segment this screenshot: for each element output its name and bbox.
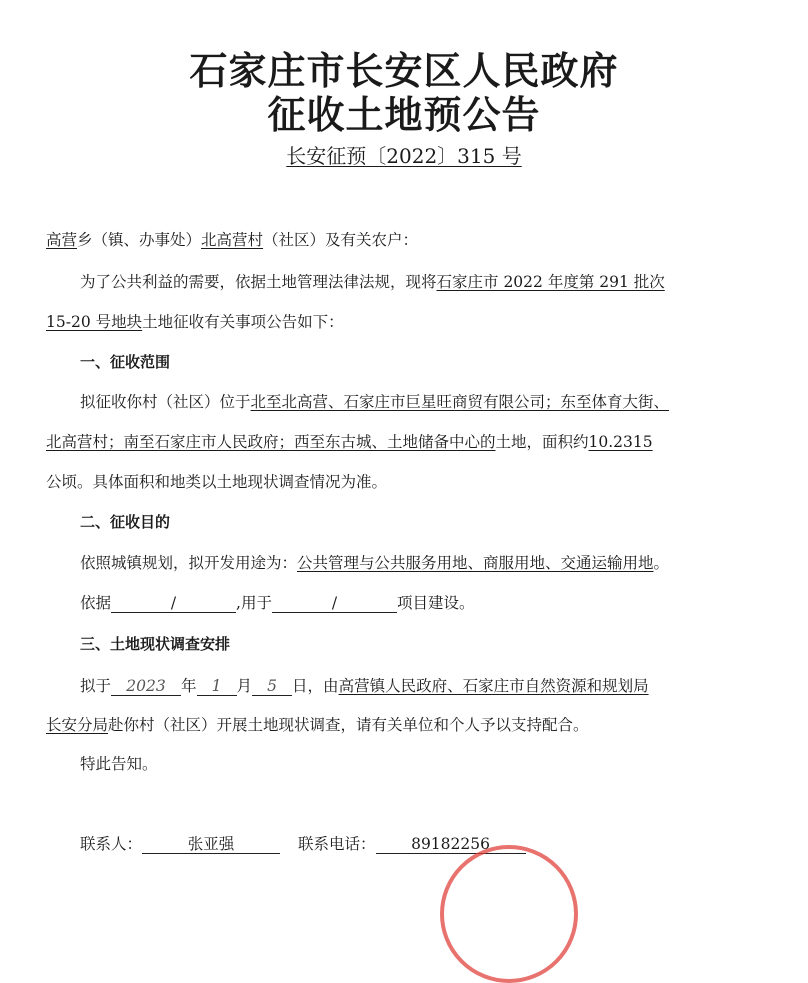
contact-phone-label: 联系电话： [298, 835, 376, 853]
survey-day: 5 [252, 676, 292, 696]
project-blank: / [272, 593, 397, 613]
addressee-middle: 乡（镇、办事处） [77, 231, 202, 249]
project-label: 项目建设。 [396, 594, 475, 612]
section-1-line-1 [80, 392, 720, 412]
survey-text: 赴你村（社区）开展土地现状调查，请有关单位和个人予以支持配合。 [108, 716, 589, 734]
official-seal [440, 845, 578, 983]
basis-label: 依据 [80, 594, 112, 612]
section-2-heading: 二、征收目的 [80, 513, 171, 531]
addressee-town: 高营 [46, 231, 78, 249]
used-for-label: ,用于 [236, 594, 272, 612]
section-2-line-2 [80, 593, 720, 613]
title-line-2: 征收土地预公告 [267, 92, 541, 137]
section-3-heading: 三、土地现状调查安排 [80, 635, 231, 653]
contact-person-label: 联系人： [80, 835, 143, 853]
section-2-line-1 [80, 553, 720, 573]
section-3-line-2 [46, 715, 720, 735]
addressee-suffix: （社区）及有关农户： [263, 231, 419, 249]
closing-text: 特此告知。 [80, 755, 158, 773]
intro-plot: 15-20 号地块 [46, 313, 143, 331]
contact-line [80, 834, 720, 854]
section-1-line-3: 公顷。具体面积和地类以土地现状调查情况为准。 [46, 473, 388, 491]
basis-blank: / [111, 593, 236, 613]
survey-agencies: 高营镇人民政府、石家庄市自然资源和规划局 [338, 677, 649, 695]
scope-intro: 拟征收你村（社区）位于 [80, 393, 251, 411]
addressee-village: 北高营村 [201, 231, 264, 249]
day-label: 日，由 [292, 677, 339, 695]
year-label: 年 [181, 677, 197, 695]
title-line-1: 石家庄市长安区人民政府 [189, 48, 619, 93]
contact-person: 张亚强 [142, 834, 280, 854]
scope-boundaries-1: 北至北高营、石家庄市巨星旺商贸有限公司；东至体育大街、 [250, 393, 670, 411]
addressee-line [46, 230, 720, 250]
survey-month: 1 [197, 676, 237, 696]
purpose-end: 。 [653, 554, 670, 572]
survey-year: 2023 [111, 676, 181, 696]
section-1-heading: 一、征收范围 [80, 353, 171, 371]
section-3-line-1 [80, 676, 720, 696]
month-label: 月 [236, 677, 253, 695]
survey-agency-branch: 长安分局 [46, 716, 109, 734]
intro-text-a: 为了公共利益的需要，依据土地管理法律法规，现将 [80, 273, 437, 291]
purpose-uses: 公共管理与公共服务用地、商服用地、交通运输用地 [297, 554, 654, 572]
intro-batch: 石家庄市 2022 年度第 291 批次 [436, 273, 665, 291]
scope-area-value: 10.2315 [588, 433, 653, 451]
intro-line-2 [46, 312, 720, 332]
section-1-line-2 [46, 432, 720, 452]
document-number: 长安征预〔2022〕315 号 [286, 144, 522, 168]
contact-phone: 89182256 [376, 834, 526, 854]
purpose-intro: 依照城镇规划，拟开发用途为： [80, 554, 298, 572]
intro-text-b: 土地征收有关事项公告如下： [142, 313, 344, 331]
scope-boundaries-2: 北高营村；南至石家庄市人民政府；西至东古城、土地储备中心的 [46, 433, 496, 451]
intro-line-1 [80, 272, 720, 292]
survey-intro: 拟于 [80, 677, 112, 695]
scope-area-label: 土地，面积约 [495, 433, 589, 451]
